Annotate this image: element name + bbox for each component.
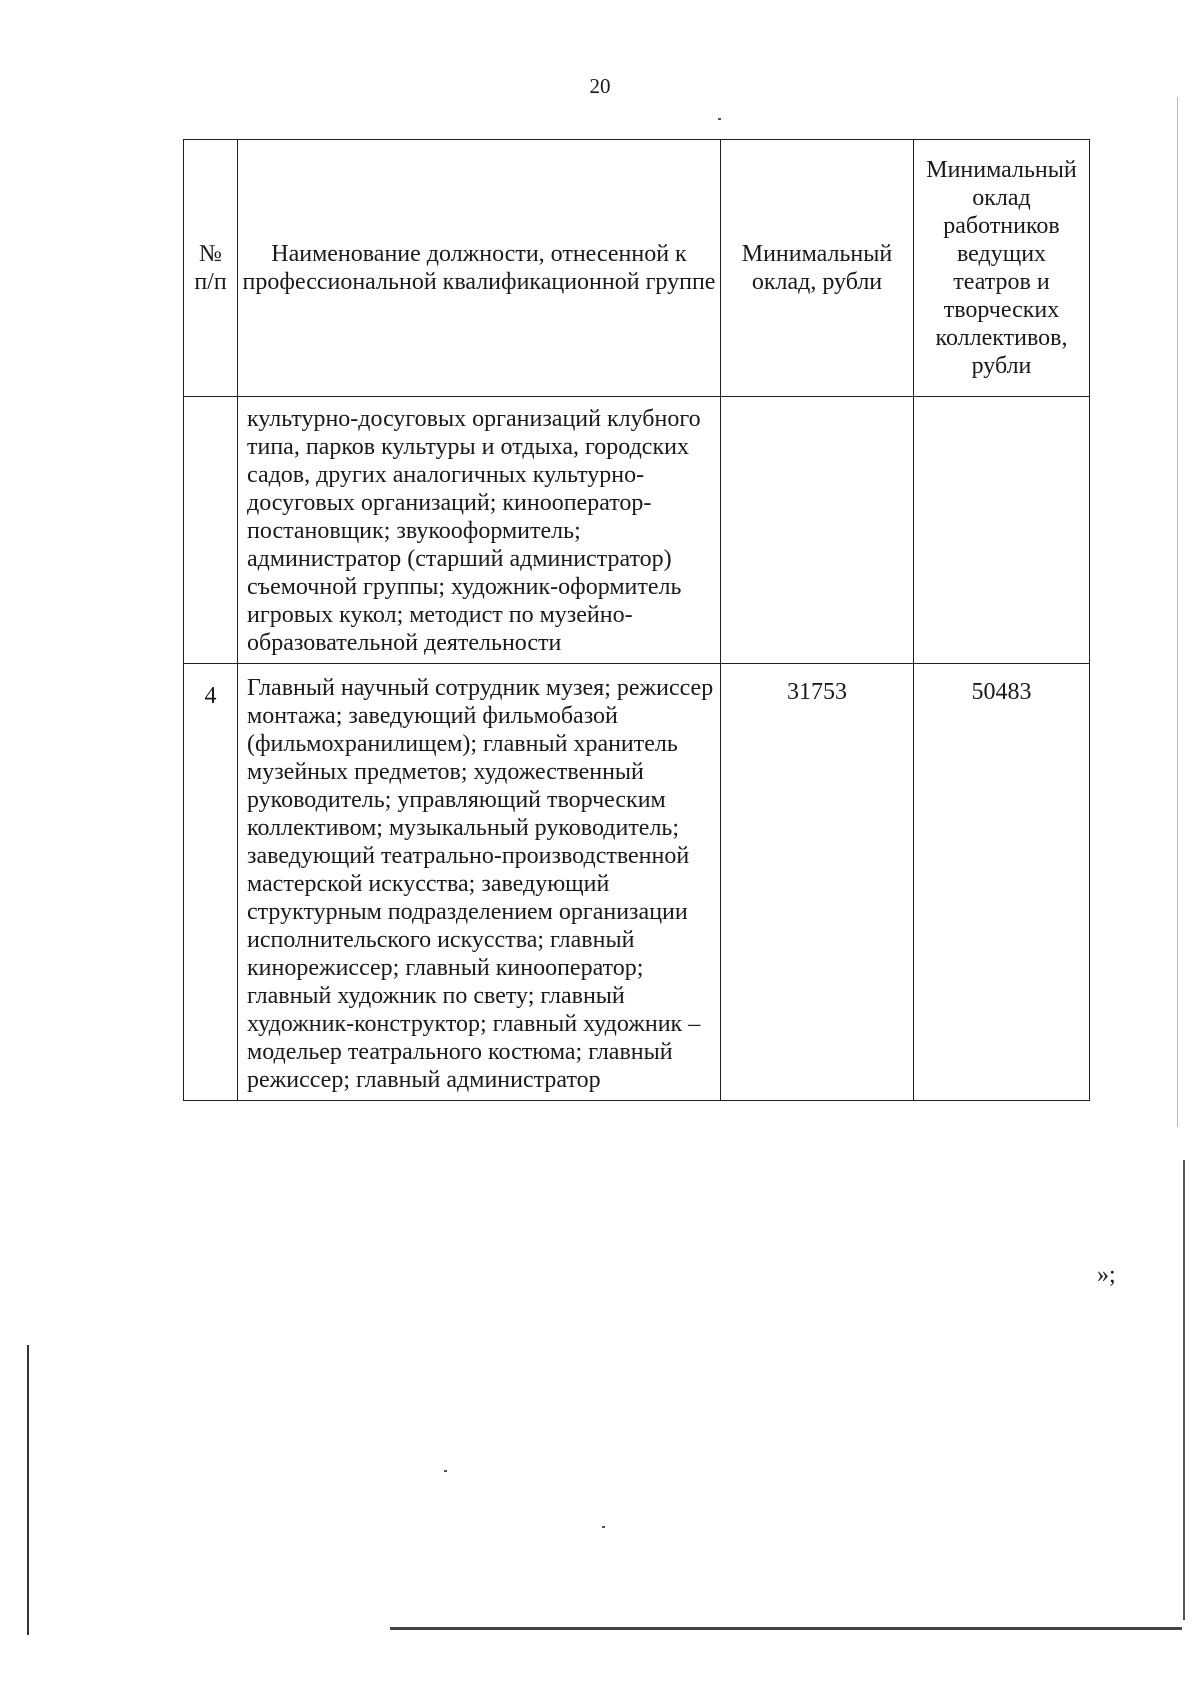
header-position-name: Наименование должности, отнесенной к профессиональной квалификационной группе bbox=[238, 140, 721, 397]
row-lead-salary bbox=[914, 397, 1090, 664]
row-position-names: культурно-досуговых организаций клубного типа, парков культуры и отдыха, городских садов, других аналогичных культурно-досуговых организаций; кинооператор-постановщик; звукооформитель; администратор (старший администратор) съемочной группы; художник-оформитель игровых кукол; методист по музейно-образовательной деятельности bbox=[238, 397, 721, 664]
scan-speck bbox=[444, 1470, 447, 1472]
header-lead-salary: Минимальный оклад работников ведущих театров и творческих коллективов, рубли bbox=[914, 140, 1090, 397]
scan-speck bbox=[602, 1526, 605, 1528]
scan-margin-line bbox=[1177, 97, 1178, 1127]
closing-quote-mark: »; bbox=[1097, 1262, 1116, 1288]
row-lead-salary: 50483 bbox=[914, 664, 1090, 1101]
row-position-names: Главный научный сотрудник музея; режиссер монтажа; заведующий фильмобазой (фильмохранилищем); главный хранитель музейных предметов; художественный руководитель; управляющий творческим коллективом; музыкальный руководитель; заведующий театрально-производственной мастерской искусства; заведующий структурным подразделением организации исполнительского искусства; главный кинорежиссер; главный кинооператор; главный художник по свету; главный художник-конструктор; главный художник – модельер театрального костюма; главный режиссер; главный администратор bbox=[238, 664, 721, 1101]
row-number: 4 bbox=[184, 664, 238, 1101]
scan-margin-line bbox=[27, 1345, 29, 1635]
header-min-salary: Минимальный оклад, рубли bbox=[721, 140, 914, 397]
row-min-salary bbox=[721, 397, 914, 664]
table-header-row bbox=[184, 140, 1090, 397]
row-min-salary: 31753 bbox=[721, 664, 914, 1101]
scan-speck bbox=[718, 118, 721, 120]
salary-table bbox=[183, 139, 1090, 1101]
page-number: 20 bbox=[589, 74, 611, 98]
table-row bbox=[184, 397, 1090, 664]
scan-margin-line bbox=[1183, 1160, 1185, 1620]
row-number bbox=[184, 397, 238, 664]
scan-edge-line bbox=[390, 1627, 1182, 1630]
header-number: № п/п bbox=[184, 140, 238, 397]
table-row bbox=[184, 664, 1090, 1101]
